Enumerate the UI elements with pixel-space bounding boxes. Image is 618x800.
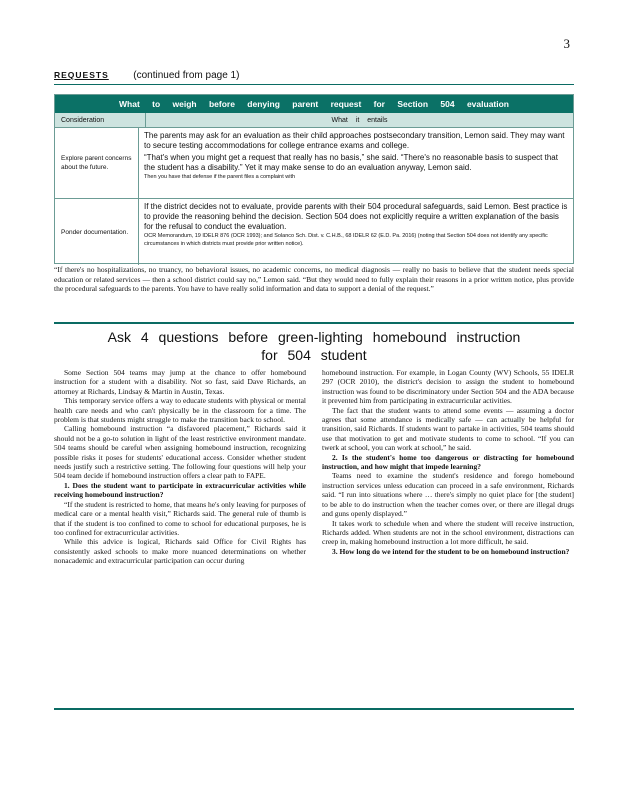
quote-paragraph: “If there's no hospitalizations, no truancy, no behavioral issues, no academic concerns, no medical diagnosis — really no basis to believe that the student needs special education or related services — then a school district could say no,” Lemon said. “But they would need to fully explain their reasons in a prior written notice, plus provide the procedural safeguards to the parents. You have to have really solid information and data to support a denial of the request.” [54,265,574,293]
body-paragraph: homebound instruction. For example, in Logan County (WV) Schools, 55 IDELR 297 (OCR 2010), the district's decision to assign the student to homebound instruction was found to be discriminatory under Section 504 and the ADA because it prevented him from participating in extracurricular activities. [322,368,574,406]
header-rule [54,84,574,85]
left-column [54,368,306,708]
body-paragraph: Teams need to examine the student's residence and forego homebound instruction services unless education can proceed in a safe environment, Richards said. “I run into situations where … there's simply no quiet place for [the student] to be able to do instruction when the teacher comes over, or there are illegal drugs and guns openly displayed.” [322,471,574,519]
subheading: 1. Does the student want to participate in extracurricular activities while receiving homebound instruction? [54,480,306,500]
body-paragraph: Calling homebound instruction “a disfavored placement,” Richards said it should not be a go-to solution in light of the least restrictive environment mandate. 504 teams should be careful when assigning homebound instruction, recognizing possible risks it poses for students' educational access. Consider whether student needs justify such a restrictive setting. The following four questions will help your 504 team decide if homebound instruction offers a clear path to FAPE. [54,424,306,481]
column-header-consideration: Consideration [55,113,146,127]
body-paragraph: While this advice is logical, Richards said Office for Civil Rights has consistently asked schools to make more nuanced determinations on whether nonacademic and extracurricular participation can occur during [54,537,306,566]
consideration-cell: Ponder documentation. [55,199,139,265]
headline-line-2: for 504 student [261,347,367,363]
body-paragraph: The fact that the student wants to attend some events — assuming a doctor agrees that some attendance is medically safe — can actually be helpful for transition, said Richards. If students want to partake in activities, 504 teams should use that motivation to get and motivate students to come to school. “If you can twerk at school, you can work at school,” he said. [322,405,574,453]
body-paragraph: It takes work to schedule when and where the student will receive instruction, Richards added. When students are not in the school environment, distractions can creep in, making homebound instruction a lot more difficult, he said. [322,518,574,547]
entails-citation: OCR Memorandum, 19 IDELR 876 (OCR 1993); and Solanco Sch. Dist. v. C.H.B., 68 IDELR 62 (E.D. Pa. 2016) (noting that Section 504 does not identify any specific circumstances in which districts must provide prior written notice). [144,233,548,247]
body-paragraph: “If the student is restricted to home, that means he's only leaving for purposes of medical care or a mental health visit,” Richards said. The general rule of thumb is that if the student is too confined to come to school for educational purposes, he is too confined for extracurricular activities. [54,499,306,537]
entails-cell [139,128,573,198]
entails-cell [139,199,573,265]
consideration-cell: Explore parent concerns about the future. [55,128,139,198]
continued-label: (continued from page 1) [133,70,240,81]
column-header-entails: What it entails [331,116,388,124]
requests-label: REQUESTS [54,70,109,80]
considerations-table [54,94,574,264]
footer-rule [54,708,574,710]
entails-paragraph: Then you have that defense if the parent files a complaint with [144,174,296,180]
subheading: 3. How long do we intend for the student to be on homebound instruction? [332,546,570,556]
table-column-headers [55,113,573,128]
table-row [55,128,573,199]
entails-paragraph: The parents may ask for an evaluation as their child approaches postsecondary transition, Lemon said. They may want to secure testing accommodations for college entrance exams and college. [144,131,565,150]
section-header [54,70,574,84]
article-body [54,368,574,708]
table-row [55,199,573,265]
right-column [322,368,574,708]
headline-line-1: Ask 4 questions before green-lighting homebound instruction [107,329,521,345]
body-paragraph: This temporary service offers a way to educate students with physical or mental health care needs and who can't physically be in the classroom for a time. The problem is that students might struggle to make the transition back to school. [54,396,306,425]
entails-paragraph: “That's when you might get a request that really has no basis,” she said. “There's no reasonable basis to suspect that the student has a disability.” Yet it may make sense to do an evaluation anyway, Lemon said. [144,153,558,172]
subheading: 2. Is the student's home too dangerous or distracting for homebound instruction, and how might that impede learning? [322,452,574,472]
article-rule [54,322,574,324]
article-headline [54,328,574,364]
page-number: 3 [563,36,570,51]
entails-paragraph: If the district decides not to evaluate, provide parents with their 504 procedural safeguards, said Lemon. Best practice is to provide the reasoning behind the decision. Section 504 does not explicitly require a written explanation of the basis for the refusal to conduct the evaluation. [144,202,568,231]
body-paragraph: Some Section 504 teams may jump at the chance to offer homebound instruction for a student with a disability. Not so fast, said Dave Richards, an attorney at Richards, Lindsay & Martin in Austin, Texas. [54,368,306,396]
table-title: What to weigh before denying parent request for Section 504 evaluation [55,95,573,113]
